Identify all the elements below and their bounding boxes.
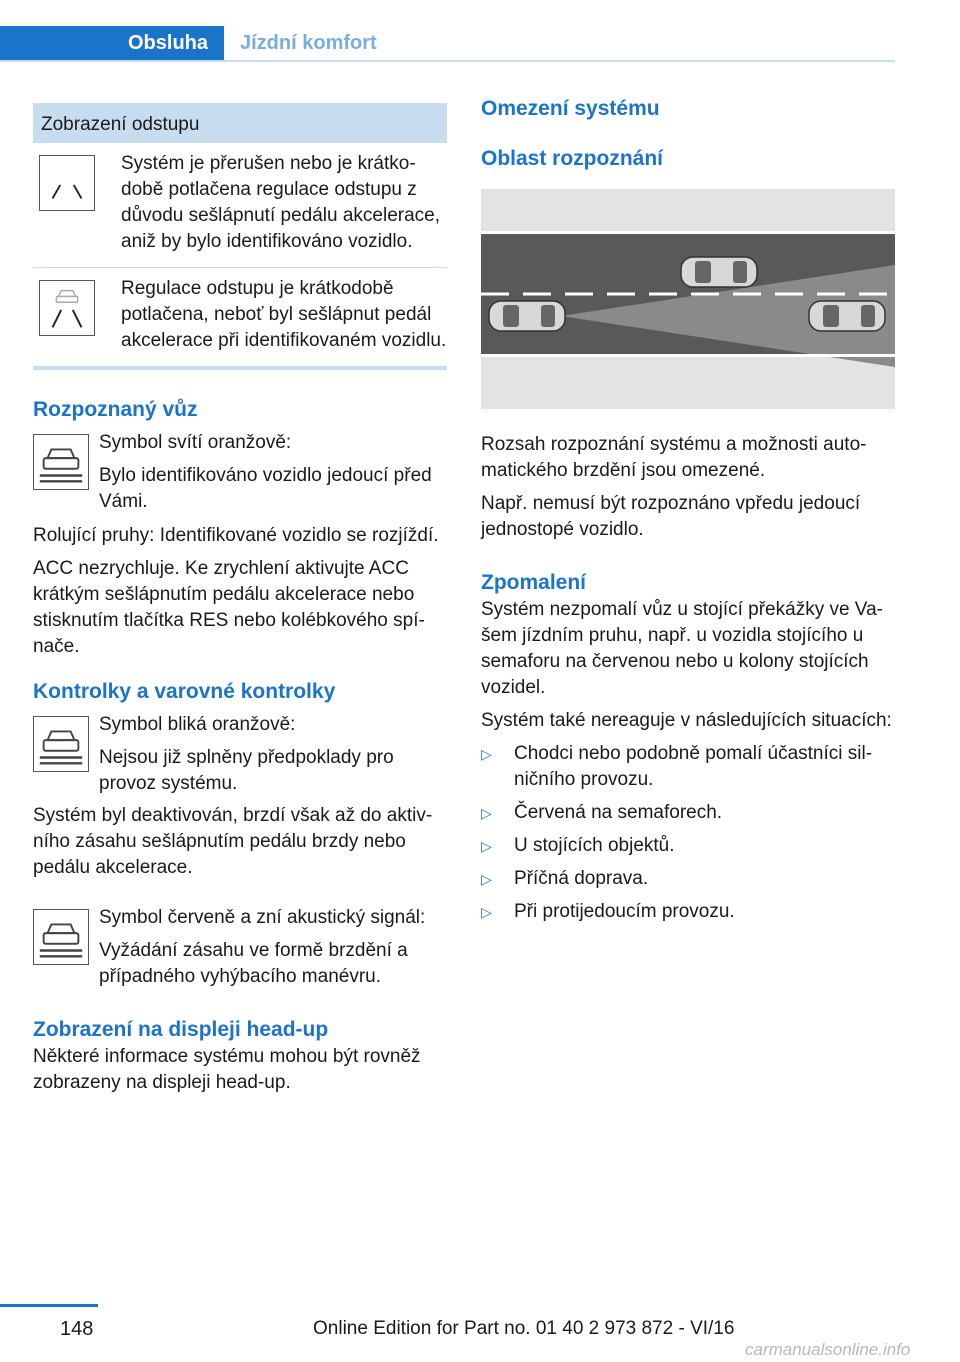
paragraph: Např. nemusí být rozpoznáno vpředu jedoucí jednostopé vozidlo. [481,493,861,540]
paragraph: Systém byl deaktivován, brzdí však až do aktivního zásahu sešlápnutím pedálu brzdy nebo pedálu akcelerace. [33,805,433,878]
right-column [481,95,895,932]
paragraph: Symbol bliká oranžově: [99,714,296,735]
car-ahead [809,301,885,331]
distance-display-table [33,103,447,370]
table-row-text: Regulace odstupu je krátkodobě potlačena, neboť byl sešlápnut pedál akcelerace při identifikovaném vozidlu. [121,278,447,351]
recognized-symbol-block [33,430,447,515]
bullet-triangle-icon: ▷ [481,904,492,920]
car-warning-icon [33,909,89,965]
paragraph: Rolující pruhy: Identifikované vozidlo se rozjíždí. [33,525,439,546]
road-car-faded-icon [39,280,95,336]
car-own [489,301,565,331]
tab-jizdni-komfort[interactable]: Jízdní komfort [240,32,377,54]
car-ahead-icon [33,716,89,772]
paragraph: Některé informace systému mohou být rovněž zobrazeny na displeji head-up. [33,1046,421,1093]
paragraph: Systém také nereaguje v následujících situacích: [481,710,892,731]
bullet-triangle-icon: ▷ [481,805,492,821]
paragraph: Symbol svítí oranžově: [99,432,292,453]
indicator-symbol-block [33,712,447,797]
paragraph: Systém nezpomalí vůz u stojící překážky ve Vašem jízdním pruhu, např. u vozidla stojícího u semaforu na červenou nebo u kolony stojících vozidel. [481,599,883,698]
watermark: carmanualsonline.info [745,1340,911,1359]
header-tab-bar [0,26,895,62]
heading-recognized-vehicle: Rozpoznaný vůz [33,398,198,421]
tab-obsluha[interactable]: Obsluha [0,26,224,60]
page-number: 148 [60,1318,94,1340]
list-item: ▷ Chodci nebo podobně pomalí účastníci silničního provozu. [481,743,873,790]
detection-area-illustration [481,189,895,409]
heading-detection-area: Oblast rozpoznání [481,147,664,170]
bullet-triangle-icon: ▷ [481,838,492,854]
heading-indicators: Kontrolky a varovné kontrolky [33,680,336,703]
car-front-lane [681,257,757,287]
car-ahead-icon [33,434,89,490]
table-header: Zobrazení odstupu [33,103,447,143]
list-item: ▷ Při protijedoucím provozu. [481,899,895,925]
warning-symbol-block [33,905,447,990]
table-row [33,267,447,366]
road-lines-icon [39,155,95,211]
heading-hud: Zobrazení na displeji head-up [33,1018,329,1041]
paragraph: Rozsah rozpoznání systému a možnosti automatického brzdění jsou omezené. [481,434,867,481]
paragraph: Bylo identifikováno vozidlo jedoucí před Vámi. [99,465,432,512]
footer-rule [0,1304,98,1307]
left-column [33,103,447,1096]
situation-list [481,741,895,925]
paragraph: Nejsou již splněny předpoklady pro provoz systému. [99,747,394,794]
footer-edition-text: Online Edition for Part no. 01 40 2 973 872 - VI/16 [313,1318,735,1339]
heading-slowdown: Zpomalení [481,571,587,594]
list-item: ▷ U stojících objektů. [481,833,895,859]
heading-system-limits: Omezení systému [481,97,660,120]
bullet-triangle-icon: ▷ [481,746,492,762]
table-row [33,143,447,267]
paragraph: Symbol červeně a zní akustický signál: [99,907,426,928]
paragraph: ACC nezrychluje. Ke zrychlení aktivujte ACC krátkým sešlápnutím pedálu akcelerace nebo stisknutím tlačítka RES nebo kolébkového spínače. [33,558,425,657]
paragraph: Vyžádání zásahu ve formě brzdění a případného vyhýbacího manévru. [99,940,408,987]
table-row-text: Systém je přerušen nebo je krátkodobě potlačena regulace odstupu z důvodu sešlápnutí pedálu akcelerace, aniž by bylo identifikováno vozidlo. [121,153,441,252]
list-item: ▷ Červená na semaforech. [481,800,895,826]
list-item: ▷ Příčná doprava. [481,866,895,892]
bullet-triangle-icon: ▷ [481,871,492,887]
